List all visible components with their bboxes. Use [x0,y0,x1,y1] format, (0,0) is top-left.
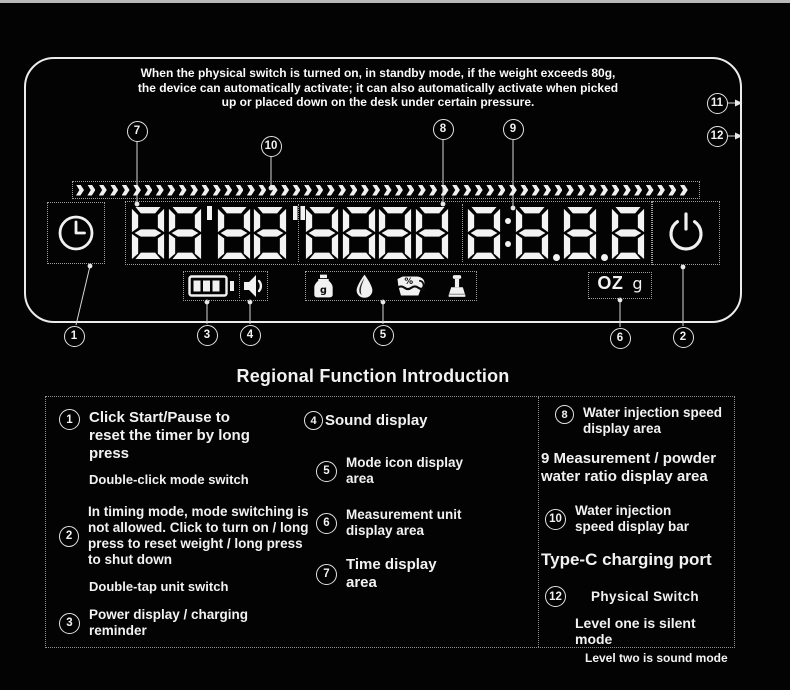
weight-gram-icon [313,273,334,299]
seven-segment-digit [305,205,339,261]
speed-bar-segment [87,185,95,196]
legend-item-1-sub: Double-click mode switch [89,472,249,487]
colon-mark [504,205,513,261]
powder-water-ratio-icon [394,273,427,299]
speed-bar-segment [201,185,209,196]
battery-icon [188,275,236,297]
legend-title: Regional Function Introduction [236,366,510,386]
speed-bar-segment [292,185,300,196]
minute-mark [207,206,212,220]
seven-segment-digit [415,205,449,261]
digits-divider-2 [462,204,463,262]
water-drop-icon [354,273,375,299]
legend-item-5-text: Mode icon display area [346,455,464,486]
measurement-unit-box [588,272,652,299]
battery-sound-box [183,271,268,301]
speed-bar-segment [532,185,540,196]
speed-bar-segment [144,185,152,196]
speed-bar-segment [110,185,118,196]
legend-item-10-text: Water injection speed display bar [575,503,690,534]
second-mark [293,206,305,220]
seven-segment-digit [515,205,549,261]
speed-bar-segment [554,185,562,196]
callout-9: 9 [503,119,524,140]
callout-1: 1 [64,326,85,347]
badge-12: 12 [545,586,566,607]
speed-bar-segment [213,185,221,196]
speed-bar-segment [634,185,642,196]
seven-segment-digit [378,205,412,261]
speed-bar-segment [611,185,619,196]
badge-3: 3 [59,613,80,634]
speed-bar-segment [270,185,278,196]
tamper-icon [447,273,467,299]
speed-bar-segment [190,185,198,196]
speed-bar-segment [486,185,494,196]
legend-item-3-text: Power display / charging reminder [89,607,249,638]
legend-typec-text: Type-C charging port [541,550,712,569]
speed-bar-segment [475,185,483,196]
legend-item-2 [59,504,311,568]
speed-bar-segment [418,185,426,196]
speed-bar-segment [327,185,335,196]
speed-bar-segment [566,185,574,196]
speed-bar-segment [589,185,597,196]
legend-panel [45,396,735,665]
speed-bar-segment [156,185,164,196]
speed-bar-segment [247,185,255,196]
legend-item-12 [545,586,733,607]
speed-bar-segment [179,185,187,196]
mode-icons-box [305,271,477,301]
battery-sound-divider [239,274,240,298]
speed-bar-segment [509,185,517,196]
legend-column-1 [59,409,311,639]
speaker-icon [243,274,265,298]
speed-bar-segment [258,185,266,196]
callout-10: 10 [261,136,282,157]
callout-7: 7 [127,121,148,142]
callout-3: 3 [197,325,218,346]
timer-indicator-box [47,202,105,264]
decimal-point [552,205,561,261]
speed-bar-segment [657,185,665,196]
badge-4: 4 [304,411,323,430]
water-injection-speed-bar [72,181,700,199]
speed-bar-segment [224,185,232,196]
badge-6: 6 [316,513,337,534]
legend-item-7 [316,556,490,592]
speed-bar-segment [600,185,608,196]
clock-icon [54,211,98,255]
speed-bar-segment [99,185,107,196]
speed-bar-segment [315,185,323,196]
speed-bar-segment [349,185,357,196]
lcd-digits-area [125,201,652,265]
seven-segment-digit [611,205,645,261]
seven-segment-digit [563,205,597,261]
callout-11: 11 [707,93,728,114]
legend-item-12-text: Physical Switch [591,588,700,604]
speed-bar-segment [463,185,471,196]
legend-column-divider [538,397,539,647]
legend-item-2-sub: Double-tap unit switch [89,579,229,594]
speed-bar-segment [304,185,312,196]
time-display-digits [131,205,305,261]
legend-column-2 [304,411,490,592]
speed-bar-segment [395,185,403,196]
unit-oz-label: OZ [597,273,624,293]
speed-bar-segment [235,185,243,196]
legend-item-6-text: Measurement unit display area [346,507,462,538]
speed-bar-segment [133,185,141,196]
svg-text:g: g [320,285,327,296]
legend-item-1-text: Click Start/Pause to reset the timer by long press [89,409,250,462]
callout-4: 4 [240,325,261,346]
speed-bar-segment [452,185,460,196]
legend-item-1 [59,409,311,463]
legend-silent-mode-text: Level one is silent mode [575,615,696,647]
seven-segment-digit [131,205,165,261]
ratio-display-digits [467,205,645,261]
callout-5: 5 [373,325,394,346]
legend-item-9-text: 9 Measurement / powder water ratio display area [541,450,717,485]
speed-bar-segment [497,185,505,196]
badge-8: 8 [555,405,574,424]
unit-g-label: g [632,274,643,293]
seven-segment-digit [467,205,501,261]
speed-bar-segment [520,185,528,196]
callout-6: 6 [610,328,631,349]
page-top-edge [0,0,790,3]
speed-bar-segment [646,185,654,196]
speed-bar-segment [372,185,380,196]
legend-item-7-text: Time display area [346,556,437,591]
legend-item-10 [545,503,733,535]
badge-10: 10 [545,509,566,530]
callout-12: 12 [707,126,728,147]
speed-display-digits [305,205,449,261]
speed-bar-segment [668,185,676,196]
speed-bar-segment [338,185,346,196]
speed-bar-segment [406,185,414,196]
seven-segment-digit [217,205,251,261]
badge-2: 2 [59,526,79,547]
intro-text: When the physical switch is turned on, in standby mode, if the weight exceeds 80g, the device can automatically activate; it can also automatically activate when picked up or placed down on the desk under certain pressure. [137,66,619,110]
decimal-point [600,205,609,261]
badge-7: 7 [316,564,337,585]
seven-segment-digit [342,205,376,261]
legend-item-2-text: In timing mode, mode switching is not allowed. Click to turn on / long press to reset weight / long press to shut down [88,504,309,567]
legend-sound-mode-text: Level two is sound mode [585,651,728,665]
speed-bar-segment [167,185,175,196]
callout-8: 8 [433,119,454,140]
badge-1: 1 [59,409,80,430]
speed-bar-segment [429,185,437,196]
callout-2: 2 [673,327,694,348]
legend-item-8 [555,405,733,437]
legend-column-3 [541,405,733,665]
speed-bar-segment [76,185,84,196]
legend-item-4 [304,411,490,430]
speed-bar-segment [384,185,392,196]
legend-item-3 [59,607,311,639]
svg-text:%: % [404,277,414,288]
speed-bar-segment [577,185,585,196]
speed-bar-segment [361,185,369,196]
speed-bar-segment [623,185,631,196]
speed-bar-segment [441,185,449,196]
speed-bar-segment [122,185,130,196]
legend-item-4-text: Sound display [325,411,428,429]
speed-bar-segment [281,185,289,196]
power-icon [663,209,709,257]
speed-bar-segment [543,185,551,196]
seven-segment-digit [168,205,202,261]
badge-5: 5 [316,461,337,482]
seven-segment-digit [253,205,287,261]
legend-item-5 [316,455,490,487]
power-button-box [652,201,720,265]
legend-item-8-text: Water injection speed display area [583,405,723,436]
legend-item-6 [316,507,490,539]
speed-bar-segment [680,185,688,196]
